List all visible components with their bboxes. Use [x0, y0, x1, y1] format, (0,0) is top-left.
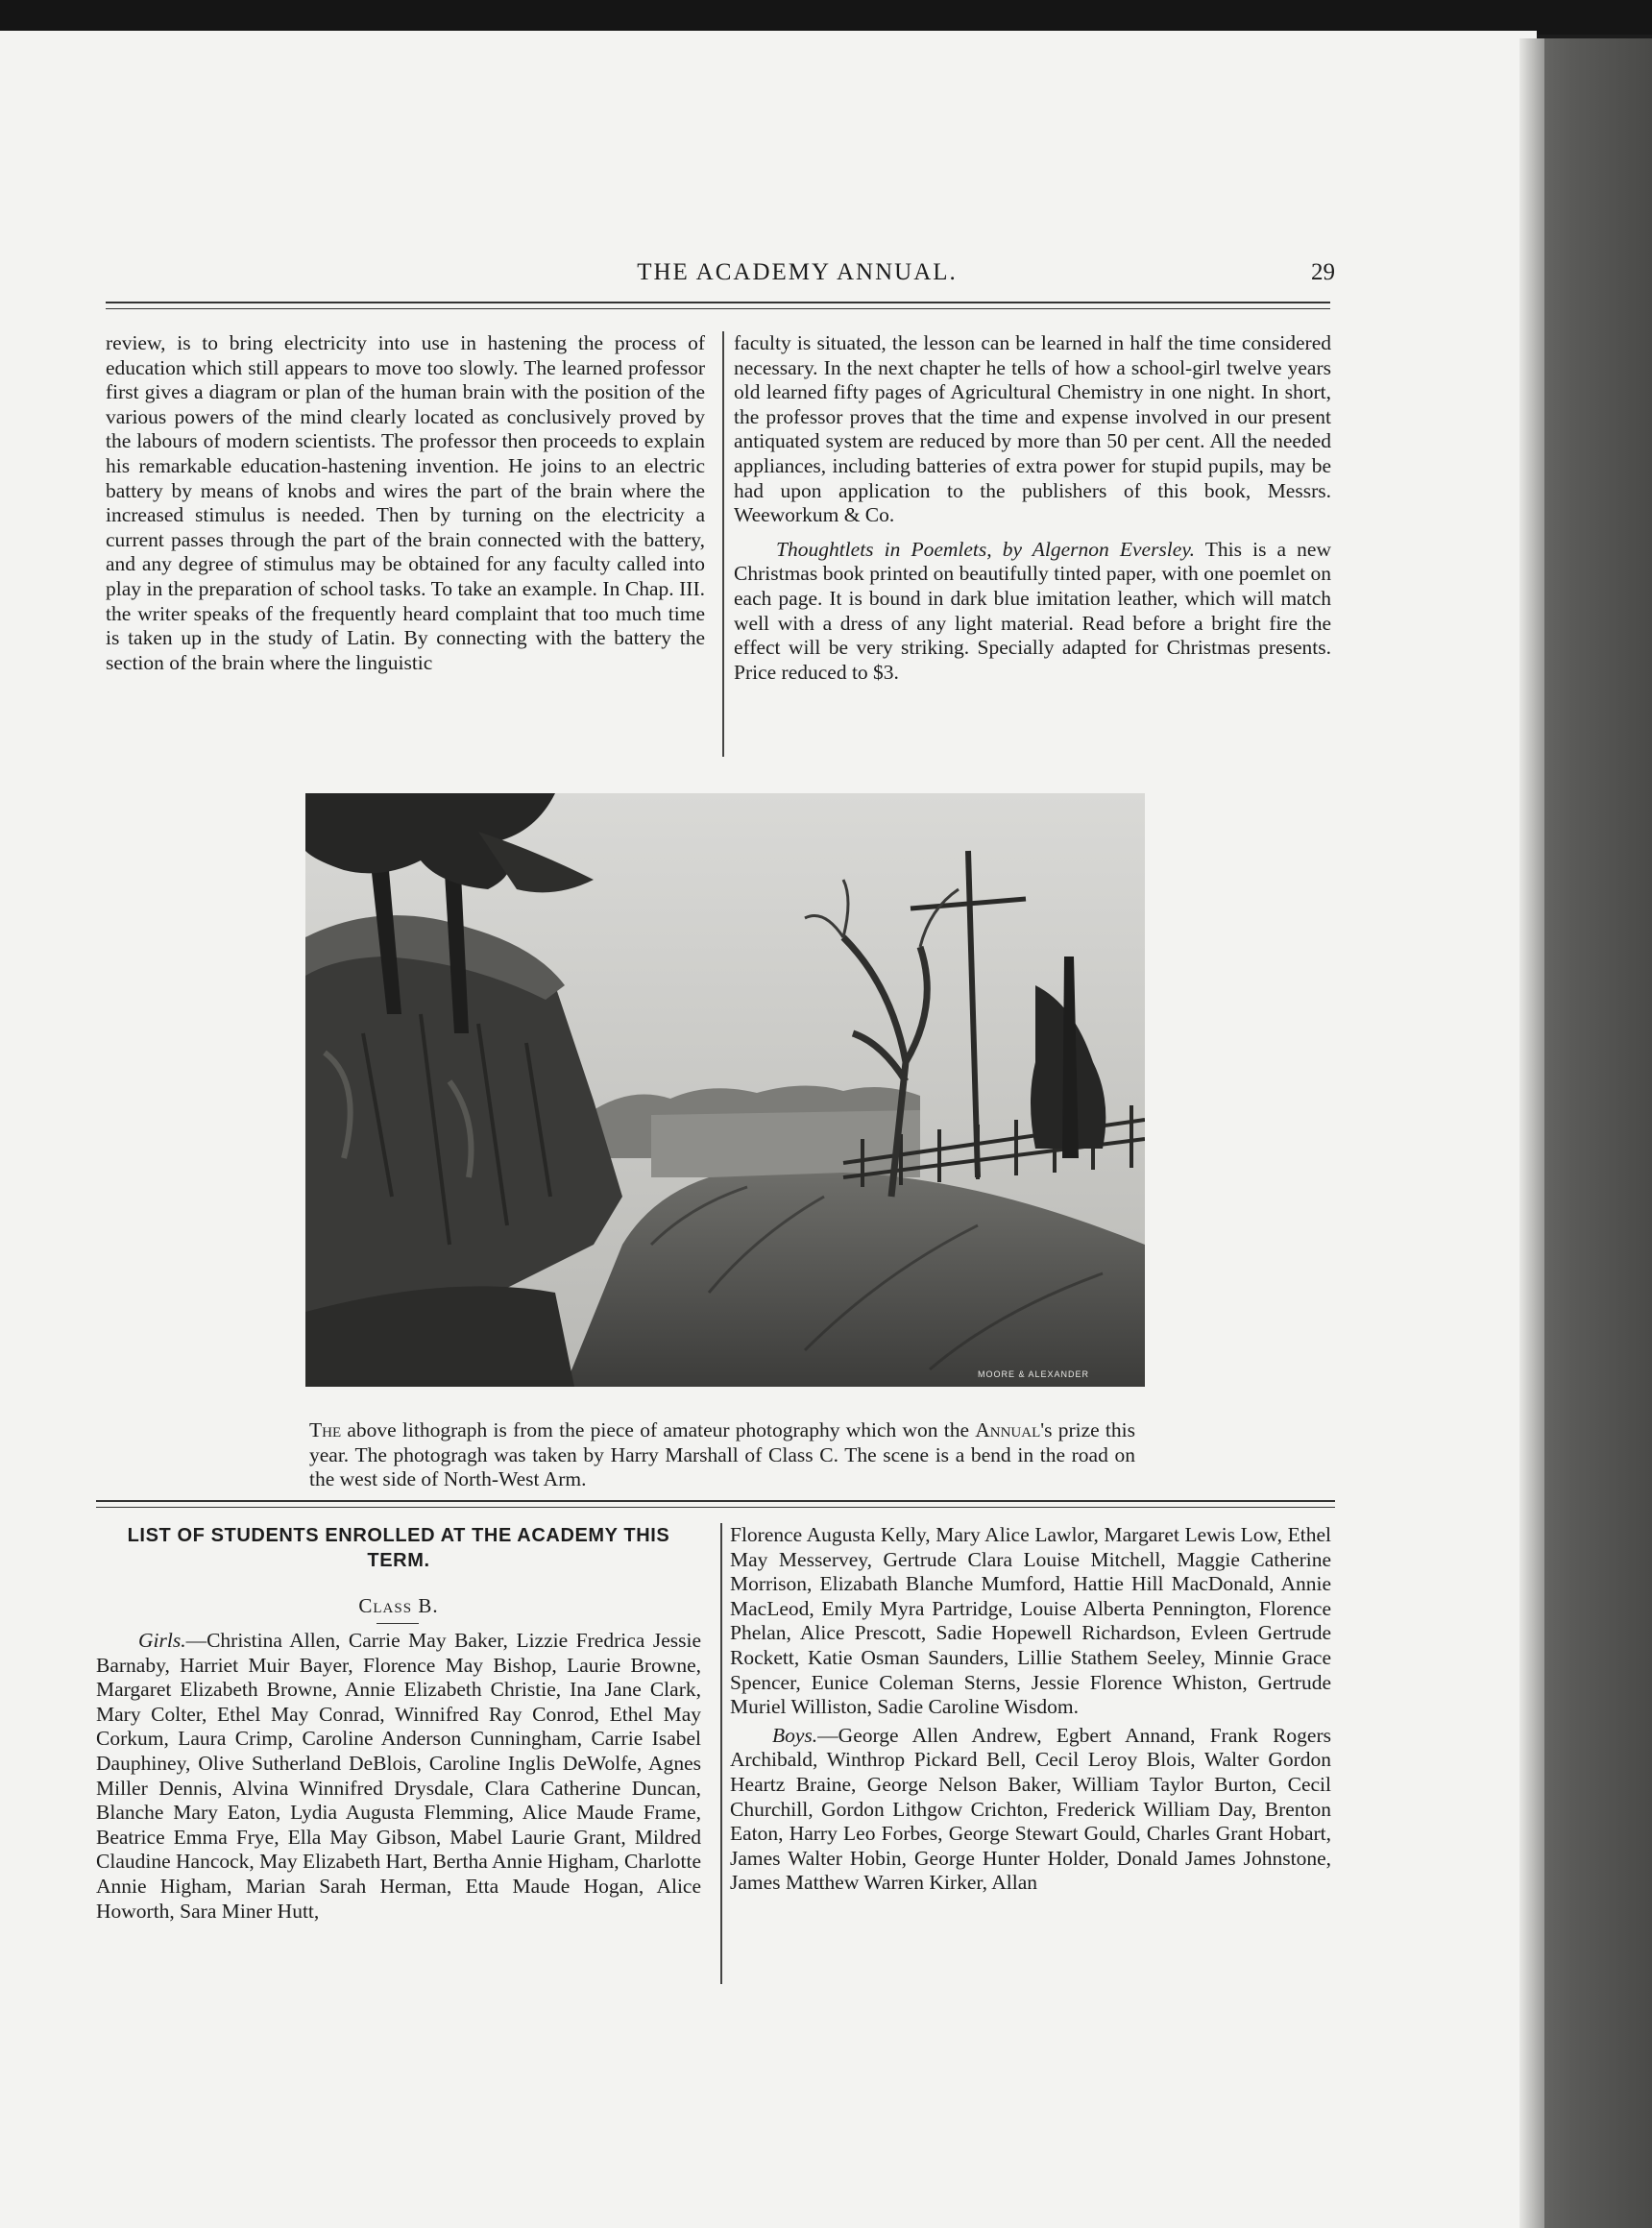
review-title: Thoughtlets in Poemlets, by Algernon Eversley.: [776, 537, 1196, 561]
girls-list-left: [96, 1629, 701, 1924]
photo-credit: MOORE & ALEXANDER: [978, 1369, 1090, 1379]
girls-names-left: —Christina Allen, Carrie May Baker, Lizzie Fredrica Jessie Barnaby, Harriet Muir Bayer, Florence May Bishop, Laurie Browne, Margaret Elizabeth Browne, Annie Elizabeth Christie, Ina Jane Clark, Mary Colter, Ethel May Conrad, Winnifred Ray Conrod, Ethel May Corkum, Laura Crimp, Caroline Anderson Cunningham, Carrie Isabel Dauphiney, Olive Sutherland DeBlois, Caroline Inglis DeWolfe, Agnes Miller Dennis, Alvina Winnifred Drysdale, Clara Catherine Duncan, Blanche Mary Eaton, Lydia Augusta Flemming, Alice Maude Frame, Beatrice Emma Frye, Ella May Gibson, Mabel Laurie Grant, Mildred Claudine Hancock, May Elizabeth Hart, Bertha Annie Higham, Charlotte Annie Higham, Marian Sarah Herman, Etta Maude Hogan, Alice Howorth, Sara Miner Hutt,: [96, 1629, 701, 1923]
lithograph-photo: [305, 793, 1145, 1387]
article-left-text: review, is to bring electricity into use in hastening the process of education which still appears to move too slowly. The learned professor first gives a diagram or plan of the human brain with the position of the various powers of the mind clearly located as conclusively proved by the labours of modern scientists. The professor then proceeds to explain his remarkable education-hastening invention. He joins to an electric battery by means of knobs and wires the part of the brain where the increased stimulus is needed. Then by turning on the electricity a current passes through the part of the brain connected with the battery, and any degree of stimulus may be obtained for any faculty called into play in the preparation of school tasks. To take an example. In Chap. III. the writer speaks of the frequently heard complaint that too much time is taken up in the study of Latin. By connecting with the battery the section of the brain where the linguistic: [106, 331, 705, 674]
header-rule: [106, 302, 1330, 309]
page-edge-shadow: [1519, 38, 1544, 2228]
caption-text-1: above lithograph is from the piece of amateur photography which won the: [341, 1418, 976, 1441]
review-body: This is a new Christmas book printed on beautifully tinted paper, with one poemlet on each page. It is bound in dark blue imitation leather, which will match well with a dress of any light material. Read before a bright fire the effect will be very striking. Specially adapted for Christmas presents. Price reduced to $3.: [734, 537, 1331, 684]
girls-label: Girls.: [138, 1629, 186, 1652]
article-left-column: [106, 331, 705, 675]
boys-list-paragraph: [730, 1724, 1331, 1896]
girls-names-right: Florence Augusta Kelly, Mary Alice Lawlor, Margaret Lewis Low, Ethel May Messervey, Gertrude Clara Louise Mitchell, Maggie Catherine Morrison, Elizabath Blanche Mumford, Hattie Hill MacDonald, Annie MacLeod, Emily Myra Partridge, Louise Alberta Pennington, Florence Phelan, Alice Prescott, Sadie Hopewell Richardson, Evleen Gertrude Rockett, Katie Osman Saunders, Lillie Stathem Seeley, Minnie Grace Spencer, Eunice Coleman Sterns, Jessie Florence Whiston, Gertrude Muriel Williston, Sadie Caroline Wisdom.: [730, 1523, 1331, 1719]
scan-top-border: [0, 0, 1652, 35]
caption-lead: The: [309, 1418, 342, 1441]
caption-annual: Annual: [975, 1418, 1041, 1441]
caption-text-2: 's prize this year. The photogragh was taken by Harry Marshall of Class C. The scene is a bend in the road on the west side of North-West Arm.: [309, 1418, 1135, 1491]
article-right-text: faculty is situated, the lesson can be learned in half the time considered necessary. In the next chapter he tells of how a school-girl twelve years old learned fifty pages of Agricultural Chemistry in one night. In short, the professor proves that the time and expense involved in our present antiquated system are reduced by more than 50 per cent. All the needed appliances, including batteries of extra power for stupid pupils, may be had upon application to the publishers of this book, Messrs. Weeworkum & Co.: [734, 331, 1331, 527]
section-rule: [96, 1500, 1335, 1508]
article-right-column: [734, 331, 1331, 685]
class-heading-rule: [377, 1623, 419, 1624]
running-head: THE ACADEMY ANNUAL.: [637, 259, 958, 285]
page-number: 29: [1311, 259, 1335, 285]
girls-list-paragraph: [96, 1629, 701, 1924]
class-heading: Class B.: [358, 1594, 439, 1617]
student-list-title: LIST OF STUDENTS ENROLLED AT THE ACADEMY THIS TERM.: [127, 1525, 670, 1571]
photo-caption: [309, 1418, 1135, 1492]
boys-label: Boys.: [772, 1723, 818, 1747]
list-column-divider: [720, 1523, 722, 1984]
student-list-right: [730, 1523, 1331, 1896]
review-thoughtlets: [734, 538, 1331, 686]
boys-names: —George Allen Andrew, Egbert Annand, Frank Rogers Archibald, Winthrop Pickard Bell, Cecil Leroy Blois, Walter Gordon Heartz Braine, George Nelson Baker, William Taylor Burton, Cecil Churchill, Gordon Lithgow Crichton, Frederick William Day, Brenton Eaton, Harry Leo Forbes, George Stewart Gould, Charles Grant Hobart, James Walter Hobin, George Hunter Holder, Donald James Johnstone, James Matthew Warren Kirker, Allan: [730, 1723, 1331, 1895]
column-divider: [722, 331, 724, 757]
